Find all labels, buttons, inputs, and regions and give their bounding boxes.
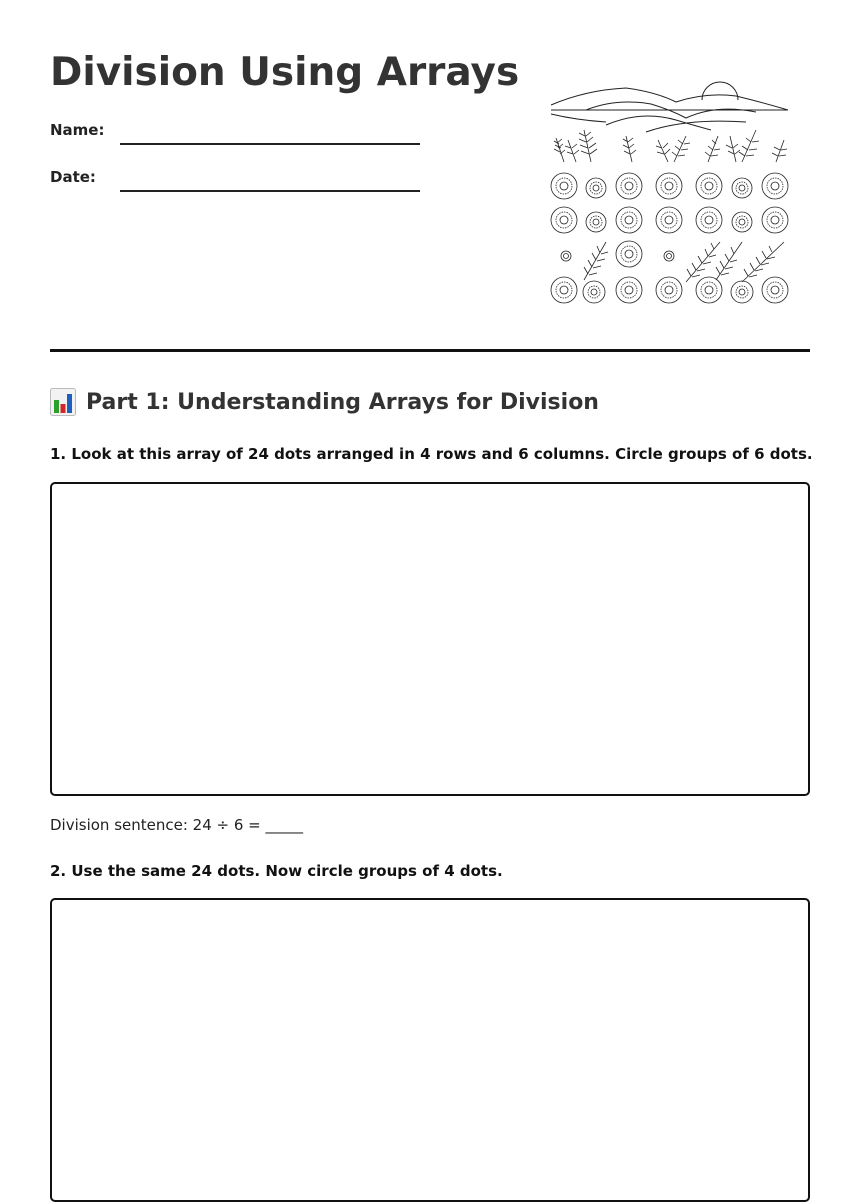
question-1-prompt: 1. Look at this array of 24 dots arranged in 4 rows and 6 columns. Circle groups of 6 dots. xyxy=(50,445,813,463)
page-title: Division Using Arrays xyxy=(50,50,520,95)
question-2-prompt: 2. Use the same 24 dots. Now circle groups of 4 dots. xyxy=(50,862,503,880)
date-label: Date: xyxy=(50,168,96,186)
name-field[interactable] xyxy=(120,143,420,145)
bar-chart-icon xyxy=(50,388,76,416)
section-heading-text: Part 1: Understanding Arrays for Division xyxy=(86,389,599,415)
date-field[interactable] xyxy=(120,190,420,192)
name-label: Name: xyxy=(50,121,105,139)
question-2-work-area[interactable] xyxy=(50,898,810,1202)
landscape-illustration xyxy=(546,70,792,310)
question-1-work-area[interactable] xyxy=(50,482,810,796)
section-divider xyxy=(50,349,810,352)
section-heading xyxy=(50,388,599,416)
question-1-division-sentence: Division sentence: 24 ÷ 6 = _____ xyxy=(50,816,304,834)
